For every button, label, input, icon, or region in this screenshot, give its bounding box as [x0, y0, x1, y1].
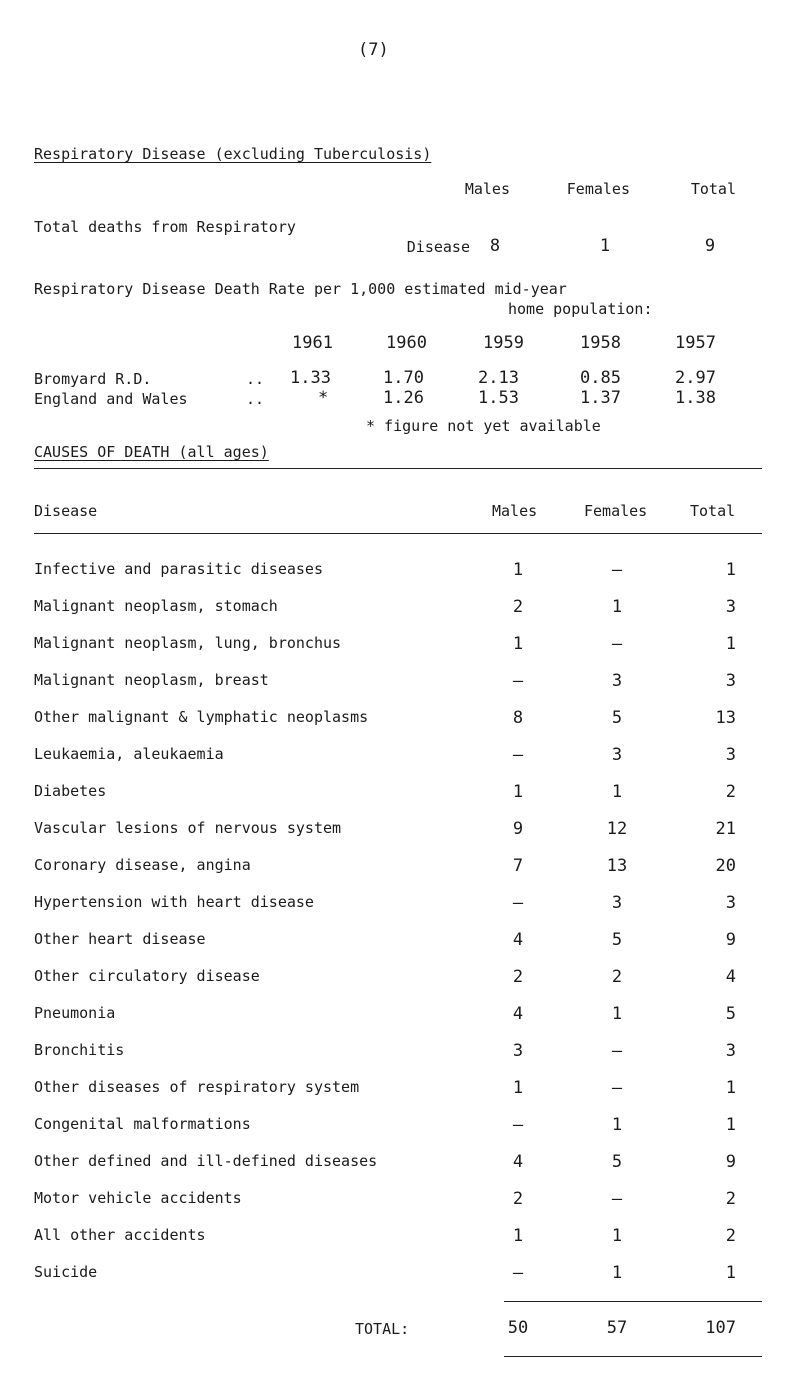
males-value: 2: [512, 597, 524, 617]
causes-title-text: CAUSES OF DEATH (all ages): [34, 443, 269, 461]
females-value: 1: [611, 782, 623, 802]
males-value: 1: [512, 560, 524, 580]
females-value: –: [611, 560, 623, 580]
rate-value: 1.26: [383, 388, 424, 408]
rate-year-1961: 1961: [292, 333, 333, 353]
table-row: [0, 745, 800, 769]
disease-name: Bronchitis: [34, 1041, 125, 1059]
table-row: [0, 1078, 800, 1102]
disease-name: Vascular lesions of nervous system: [34, 819, 342, 837]
females-value: –: [611, 1041, 623, 1061]
total-value: 1: [725, 1078, 736, 1098]
males-value: 4: [512, 930, 524, 950]
females-value: –: [611, 634, 623, 654]
disease-name: Malignant neoplasm, lung, bronchus: [34, 634, 342, 652]
total-value: 1: [725, 1115, 736, 1135]
deaths-label-line1: Total deaths from Respiratory: [34, 218, 296, 236]
deaths-total-value: 9: [704, 236, 716, 256]
total-value: 5: [725, 1004, 736, 1024]
total-bottom-rule: [504, 1356, 762, 1357]
total-value: 1: [725, 634, 736, 654]
rate-value: 1.37: [580, 388, 621, 408]
deaths-header-males: Males: [464, 180, 510, 198]
disease-name: Malignant neoplasm, breast: [34, 671, 269, 689]
rate-value: 1.70: [383, 368, 424, 388]
females-value: 2: [611, 967, 623, 987]
rate-value: 1.33: [290, 368, 331, 388]
total-value: 13: [715, 708, 736, 728]
rate-year-1957: 1957: [675, 333, 716, 353]
males-value: 1: [512, 1078, 524, 1098]
rate-value: 1.53: [478, 388, 519, 408]
disease-name: Diabetes: [34, 782, 107, 800]
males-value: 2: [512, 1189, 524, 1209]
total-value: 20: [715, 856, 736, 876]
females-value: 1: [611, 1226, 623, 1246]
total-total: 107: [705, 1318, 736, 1338]
causes-title: [34, 443, 269, 461]
males-value: –: [512, 745, 524, 765]
rate-row-label: Bromyard R.D.: [34, 370, 152, 388]
disease-name: Other malignant & lymphatic neoplasms: [34, 708, 369, 726]
total-label: TOTAL:: [355, 1320, 410, 1338]
header-disease: Disease: [34, 502, 98, 520]
total-value: 1: [725, 1263, 736, 1283]
males-value: 4: [512, 1152, 524, 1172]
males-value: –: [512, 1115, 524, 1135]
total-value: 2: [725, 1226, 736, 1246]
males-value: 4: [512, 1004, 524, 1024]
total-value: 9: [725, 930, 736, 950]
rate-heading-line2: home population:: [508, 300, 653, 318]
males-value: 1: [512, 634, 524, 654]
total-value: 3: [725, 745, 736, 765]
disease-name: Suicide: [34, 1263, 98, 1281]
females-value: 1: [611, 1004, 623, 1024]
total-females: 57: [606, 1318, 628, 1338]
table-row: [0, 1189, 800, 1213]
disease-name: Infective and parasitic diseases: [34, 560, 323, 578]
total-value: 3: [725, 1041, 736, 1061]
males-value: 8: [512, 708, 524, 728]
table-row: [0, 708, 800, 732]
header-total: Total: [690, 502, 736, 520]
table-row: [0, 893, 800, 917]
section-title: Respiratory Disease (excluding Tuberculosis): [34, 145, 432, 163]
table-row: [0, 782, 800, 806]
disease-name: Other circulatory disease: [34, 967, 260, 985]
rate-value: 2.97: [675, 368, 716, 388]
table-row: [0, 819, 800, 843]
causes-top-rule: [34, 468, 762, 469]
deaths-label-line2: Disease: [406, 238, 470, 256]
males-value: 3: [512, 1041, 524, 1061]
rate-value: 2.13: [478, 368, 519, 388]
table-row: [0, 1041, 800, 1065]
males-value: 9: [512, 819, 524, 839]
rate-year-1959: 1959: [483, 333, 524, 353]
table-row: [0, 1152, 800, 1176]
total-value: 2: [725, 782, 736, 802]
females-value: 3: [611, 893, 623, 913]
total-value: 9: [725, 1152, 736, 1172]
rate-value: 1.38: [675, 388, 716, 408]
disease-name: Congenital malformations: [34, 1115, 251, 1133]
deaths-females-value: 1: [599, 236, 611, 256]
females-value: 1: [611, 1263, 623, 1283]
females-value: 12: [606, 819, 628, 839]
rate-heading-line1: Respiratory Disease Death Rate per 1,000 estimated mid-year: [34, 280, 567, 298]
table-row: [0, 1115, 800, 1139]
males-value: 1: [512, 1226, 524, 1246]
table-row: [0, 671, 800, 695]
total-value: 1: [725, 560, 736, 580]
total-value: 3: [725, 893, 736, 913]
females-value: 5: [611, 1152, 623, 1172]
table-row: [0, 1226, 800, 1250]
rate-row-label: England and Wales: [34, 390, 188, 408]
disease-name: All other accidents: [34, 1226, 206, 1244]
males-value: 7: [512, 856, 524, 876]
total-value: 4: [725, 967, 736, 987]
females-value: 1: [611, 597, 623, 617]
table-row: [0, 1263, 800, 1287]
table-row: [0, 856, 800, 880]
total-value: 2: [725, 1189, 736, 1209]
females-value: –: [611, 1078, 623, 1098]
females-value: 1: [611, 1115, 623, 1135]
total-value: 3: [725, 671, 736, 691]
table-row: [0, 560, 800, 584]
rate-year-1958: 1958: [580, 333, 621, 353]
females-value: 3: [611, 671, 623, 691]
disease-name: Coronary disease, angina: [34, 856, 251, 874]
males-value: –: [512, 893, 524, 913]
causes-header-rule: [34, 533, 762, 534]
disease-name: Other heart disease: [34, 930, 206, 948]
header-females: Females: [584, 502, 648, 520]
females-value: 3: [611, 745, 623, 765]
table-row: [0, 930, 800, 954]
disease-name: Hypertension with heart disease: [34, 893, 314, 911]
disease-name: Motor vehicle accidents: [34, 1189, 242, 1207]
rate-year-1960: 1960: [386, 333, 427, 353]
rate-footnote: * figure not yet available: [366, 417, 601, 435]
deaths-header-females: Females: [566, 180, 630, 198]
rate-value: 0.85: [580, 368, 621, 388]
males-value: 2: [512, 967, 524, 987]
disease-name: Leukaemia, aleukaemia: [34, 745, 224, 763]
deaths-header-total: Total: [690, 180, 736, 198]
total-top-rule: [504, 1301, 762, 1302]
disease-name: Other defined and ill-defined diseases: [34, 1152, 378, 1170]
females-value: 5: [611, 708, 623, 728]
table-row: [0, 634, 800, 658]
rate-row-dots: ..: [246, 370, 265, 388]
disease-name: Malignant neoplasm, stomach: [34, 597, 278, 615]
table-row: [0, 1004, 800, 1028]
total-value: 3: [725, 597, 736, 617]
header-males: Males: [492, 502, 538, 520]
disease-name: Pneumonia: [34, 1004, 116, 1022]
deaths-males-value: 8: [489, 236, 501, 256]
page-number: (7): [358, 40, 389, 60]
total-value: 21: [715, 819, 736, 839]
males-value: 1: [512, 782, 524, 802]
rate-value: *: [318, 388, 329, 408]
table-row: [0, 597, 800, 621]
total-males: 50: [507, 1318, 529, 1338]
disease-name: Other diseases of respiratory system: [34, 1078, 360, 1096]
males-value: –: [512, 1263, 524, 1283]
females-value: 5: [611, 930, 623, 950]
females-value: –: [611, 1189, 623, 1209]
table-row: [0, 967, 800, 991]
rate-row-dots: ..: [246, 390, 265, 408]
males-value: –: [512, 671, 524, 691]
females-value: 13: [606, 856, 628, 876]
